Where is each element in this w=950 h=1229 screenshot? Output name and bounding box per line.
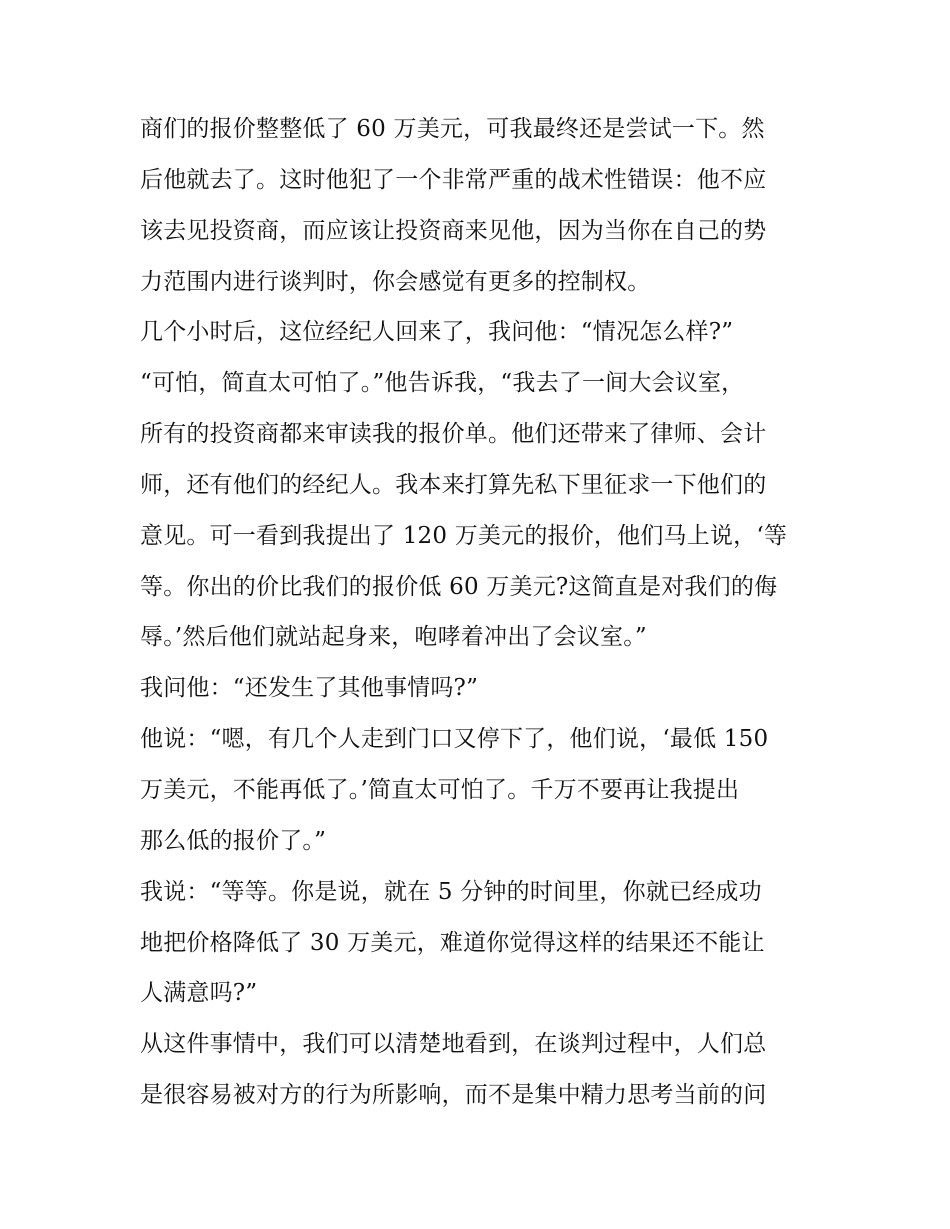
text-line-7: 所有的投资商都来审读我的报价单。他们还带来了律师、会计: [140, 421, 767, 447]
text-line-10: 等。你出的价比我们的报价低 60 万美元?这简直是对我们的侮: [140, 574, 778, 600]
text-line-9: 意见。可一看到我提出了 120 万美元的报价，他们马上说，‘等: [140, 523, 788, 549]
text-line-5: 几个小时后，这位经纪人回来了，我问他：“情况怎么样?”: [140, 319, 734, 345]
text-line-16: 我说：“等等。你是说，就在 5 分钟的时间里，你就已经成功: [140, 879, 762, 905]
text-line-2: 后他就去了。这时他犯了一个非常严重的战术性错误：他不应: [140, 167, 767, 193]
text-line-1: 商们的报价整整低了 60 万美元，可我最终还是尝试一下。然: [140, 116, 765, 142]
text-line-13: 他说：“嗯，有几个人走到门口又停下了，他们说，‘最低 150: [140, 726, 769, 752]
text-line-17: 地把价格降低了 30 万美元，难道你觉得这样的结果还不能让: [140, 930, 765, 956]
text-line-15: 那么低的报价了。”: [140, 828, 327, 854]
text-line-18: 人满意吗?”: [140, 980, 258, 1006]
text-line-14: 万美元，不能再低了。’简直太可怕了。千万不要再让我提出: [140, 777, 740, 803]
text-line-6: “可怕，简直太可怕了。”他告诉我，“我去了一间大会议室，: [140, 370, 745, 396]
text-line-20: 是很容易被对方的行为所影响，而不是集中精力思考当前的问: [140, 1082, 767, 1108]
text-line-3: 该去见投资商，而应该让投资商来见他，因为当你在自己的势: [140, 218, 767, 244]
text-line-4: 力范围内进行谈判时，你会感觉有更多的控制权。: [140, 269, 651, 295]
text-line-11: 辱。’然后他们就站起身来，咆哮着冲出了会议室。”: [140, 624, 647, 650]
text-line-12: 我问他：“还发生了其他事情吗?”: [140, 675, 479, 701]
text-line-8: 师，还有他们的经纪人。我本来打算先私下里征求一下他们的: [140, 472, 767, 498]
text-line-19: 从这件事情中，我们可以清楚地看到，在谈判过程中，人们总: [140, 1031, 767, 1057]
